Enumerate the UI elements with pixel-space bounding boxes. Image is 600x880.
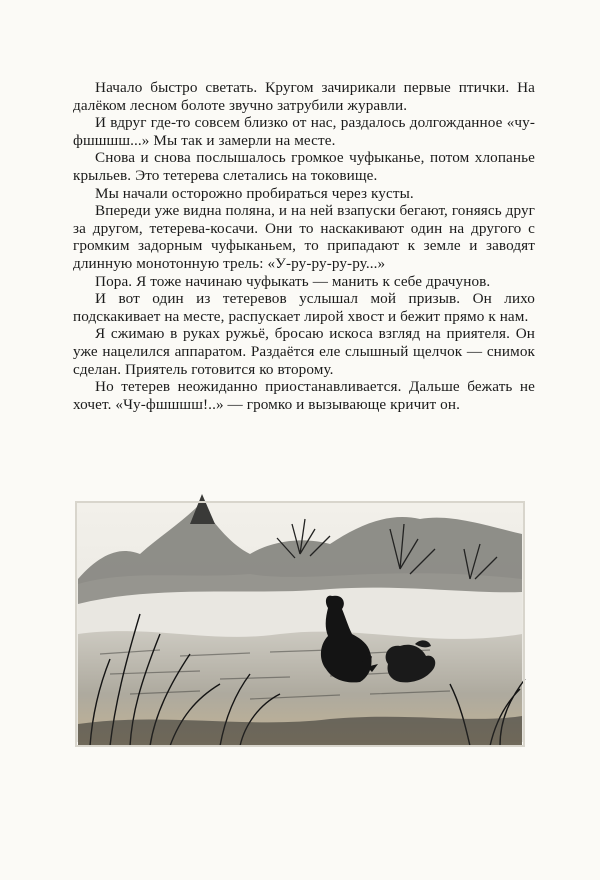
body-text xyxy=(73,79,535,413)
paragraph: Пора. Я тоже начинаю чуфыкать — манить к себе драчунов. xyxy=(95,272,491,290)
paragraph: Начало быстро светать. Кругом зачирикали первые птички. На далёком лесном болоте звучно затрубили журавли. xyxy=(73,79,535,114)
paragraph: И вот один из тетеревов услышал мой призыв. Он лихо подскакивает на месте, распускает лирой хвост и бежит прямо к нам. xyxy=(73,290,535,325)
paragraph: Снова и снова послышалось громкое чуфыканье, потом хлопанье крыльев. Это тетерева слетались на токовище. xyxy=(73,149,535,184)
paragraph: Впереди уже видна поляна, и на ней взапуски бегают, гоняясь друг за другом, тетерева-косачи. Они то наскакивают один на другого с громким задорным чуфыканьем, то припадают к земле и заводят длинную монотонную трель: «У-ру-ру-ру-ру...» xyxy=(73,202,535,272)
paragraph: Мы начали осторожно пробираться через кусты. xyxy=(95,184,414,202)
black-grouse-illustration xyxy=(70,484,530,764)
paragraph: Но тетерев неожиданно приостанавливается. Дальше бежать не хочет. «Чу-фшшшш!..» — громко и вызывающе кричит он. xyxy=(73,378,535,413)
paragraph: И вдруг где-то совсем близко от нас, раздалось долгожданное «чу-фшшшш...» Мы так и замерли на месте. xyxy=(73,114,535,149)
paragraph: Я сжимаю в руках ружьё, бросаю искоса взгляд на приятеля. Он уже нацелился аппаратом. Раздаётся еле слышный щелчок — снимок сделан. Приятель готовится ко второму. xyxy=(73,325,535,378)
